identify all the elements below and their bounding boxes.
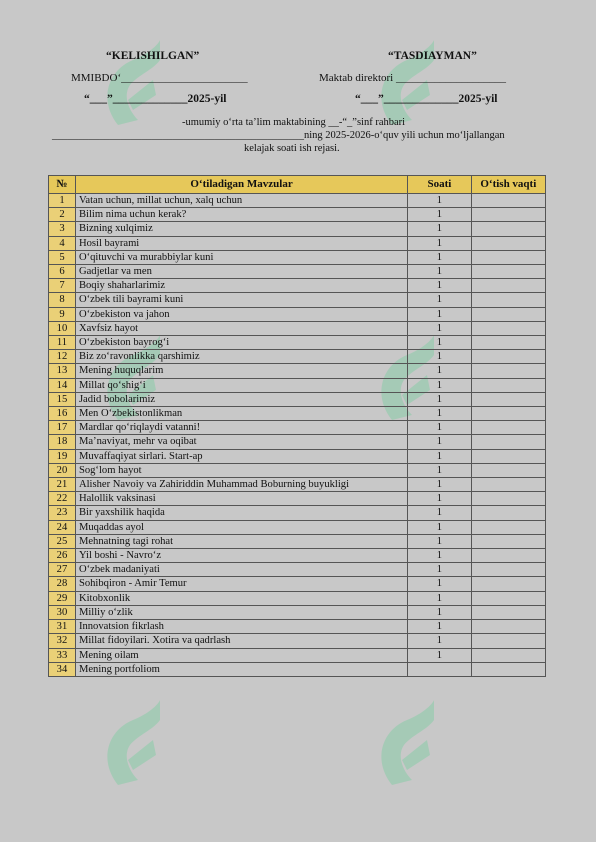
hours-cell: 1 [408,336,471,350]
hours-cell: 1 [408,463,471,477]
date-cell [471,478,545,492]
date-cell [471,492,545,506]
table-row [49,435,546,449]
topic-cell: Halollik vaksinasi [75,492,407,506]
table-row [49,648,546,662]
table-row [49,634,546,648]
topic-cell: O‘zbekiston bayrog‘i [75,336,407,350]
row-number-cell: 32 [49,634,76,648]
hours-cell: 1 [408,605,471,619]
hours-cell: 1 [408,634,471,648]
table-row [49,364,546,378]
plan-title-line: kelajak soati ish rejasi. [244,143,340,154]
topic-cell: Men O‘zbekistonlikman [75,407,407,421]
date-cell [471,620,545,634]
row-number-cell: 20 [49,463,76,477]
row-number-cell: 31 [49,620,76,634]
hours-cell: 1 [408,520,471,534]
hours-cell: 1 [408,250,471,264]
table-row [49,222,546,236]
row-number-cell: 19 [49,449,76,463]
hours-cell: 1 [408,492,471,506]
hours-cell [408,662,471,676]
date-cell [471,407,545,421]
row-number-cell: 25 [49,534,76,548]
topic-cell: Mening oilam [75,648,407,662]
date-cell [471,634,545,648]
column-header-topics: O‘tiladigan Mavzular [75,176,407,194]
row-number-cell: 23 [49,506,76,520]
date-cell [471,222,545,236]
table-row [49,534,546,548]
row-number-cell: 26 [49,549,76,563]
table-row [49,378,546,392]
lesson-plan-table [48,175,546,677]
date-cell [471,208,545,222]
agreed-date-line: “___”_____________2025-yil [84,93,227,105]
hours-cell: 1 [408,321,471,335]
topic-cell: Mehnatning tagi rohat [75,534,407,548]
row-number-cell: 2 [49,208,76,222]
table-row [49,563,546,577]
topic-cell: Mening huquqlarim [75,364,407,378]
table-row [49,407,546,421]
hours-cell: 1 [408,549,471,563]
row-number-cell: 13 [49,364,76,378]
date-cell [471,534,545,548]
table-row [49,321,546,335]
hours-cell: 1 [408,364,471,378]
date-cell [471,378,545,392]
hours-cell: 1 [408,293,471,307]
topic-cell: Sog‘lom hayot [75,463,407,477]
hours-cell: 1 [408,194,471,208]
row-number-cell: 16 [49,407,76,421]
date-cell [471,336,545,350]
hours-cell: 1 [408,449,471,463]
table-row [49,350,546,364]
topic-cell: Boqiy shaharlarimiz [75,279,407,293]
hours-cell: 1 [408,265,471,279]
hours-cell: 1 [408,407,471,421]
row-number-cell: 9 [49,307,76,321]
date-cell [471,506,545,520]
table-row [49,208,546,222]
date-cell [471,435,545,449]
row-number-cell: 4 [49,236,76,250]
table-row [49,293,546,307]
topic-cell: O‘zbekiston va jahon [75,307,407,321]
topic-cell: Xavfsiz hayot [75,321,407,335]
topic-cell: Sohibqiron - Amir Temur [75,577,407,591]
topic-cell: Mening portfoliom [75,662,407,676]
row-number-cell: 18 [49,435,76,449]
row-number-cell: 1 [49,194,76,208]
row-number-cell: 15 [49,392,76,406]
table-row [49,336,546,350]
table-row [49,265,546,279]
date-cell [471,194,545,208]
topic-cell: Millat qo‘shig‘i [75,378,407,392]
hours-cell: 1 [408,222,471,236]
date-cell [471,662,545,676]
topic-cell: Millat fidoyilari. Xotira va qadrlash [75,634,407,648]
deputy-director-line: MMIBDO‘_______________________ [71,72,248,84]
date-cell [471,591,545,605]
hours-cell: 1 [408,577,471,591]
column-header-number: № [49,176,76,194]
hours-cell: 1 [408,648,471,662]
table-row [49,577,546,591]
date-cell [471,549,545,563]
row-number-cell: 11 [49,336,76,350]
date-cell [471,421,545,435]
topic-cell: Kitobxonlik [75,591,407,605]
hours-cell: 1 [408,435,471,449]
table-row [49,506,546,520]
row-number-cell: 12 [49,350,76,364]
row-number-cell: 34 [49,662,76,676]
topic-cell: O‘qituvchi va murabbiylar kuni [75,250,407,264]
table-row [49,250,546,264]
date-cell [471,250,545,264]
table-row [49,605,546,619]
row-number-cell: 24 [49,520,76,534]
table-header-row [49,176,546,194]
date-cell [471,350,545,364]
row-number-cell: 29 [49,591,76,605]
topic-cell: Yil boshi - Navro‘z [75,549,407,563]
table-row [49,449,546,463]
topic-cell: Muqaddas ayol [75,520,407,534]
topic-cell: O‘zbek madaniyati [75,563,407,577]
topic-cell: Hosil bayrami [75,236,407,250]
hours-cell: 1 [408,236,471,250]
hours-cell: 1 [408,279,471,293]
table-row [49,549,546,563]
hours-cell: 1 [408,208,471,222]
row-number-cell: 8 [49,293,76,307]
table-row [49,307,546,321]
school-director-line: Maktab direktori ____________________ [319,72,506,84]
date-cell [471,392,545,406]
topic-cell: Vatan uchun, millat uchun, xalq uchun [75,194,407,208]
date-cell [471,236,545,250]
hours-cell: 1 [408,506,471,520]
table-row [49,279,546,293]
hours-cell: 1 [408,421,471,435]
table-row [49,520,546,534]
topic-cell: Bir yaxshilik haqida [75,506,407,520]
date-cell [471,293,545,307]
school-class-line: -umumiy o‘rta ta’lim maktabining __-“_”sinf rahbari [182,117,406,128]
agreed-title: “KELISHILGAN” [106,50,200,62]
hours-cell: 1 [408,534,471,548]
table-row [49,591,546,605]
table-row [49,421,546,435]
teacher-name-line: ________________________________________________ning 2025-2026-o‘quv yili uchun mo‘ljallangan [52,130,505,141]
date-cell [471,265,545,279]
date-cell [471,648,545,662]
hours-cell: 1 [408,378,471,392]
row-number-cell: 5 [49,250,76,264]
date-cell [471,605,545,619]
table-row [49,463,546,477]
table-row [49,194,546,208]
table-row [49,662,546,676]
hours-cell: 1 [408,620,471,634]
row-number-cell: 28 [49,577,76,591]
date-cell [471,364,545,378]
row-number-cell: 21 [49,478,76,492]
hours-cell: 1 [408,478,471,492]
column-header-date: O‘tish vaqti [471,176,545,194]
topic-cell: Bizning xulqimiz [75,222,407,236]
table-row [49,478,546,492]
table-row [49,620,546,634]
table-row [49,236,546,250]
topic-cell: Bilim nima uchun kerak? [75,208,407,222]
approved-title: “TASDIAYMAN” [388,50,477,62]
topic-cell: Muvaffaqiyat sirlari. Start-ap [75,449,407,463]
date-cell [471,463,545,477]
hours-cell: 1 [408,392,471,406]
row-number-cell: 22 [49,492,76,506]
hours-cell: 1 [408,307,471,321]
row-number-cell: 30 [49,605,76,619]
hours-cell: 1 [408,350,471,364]
topic-cell: Gadjetlar va men [75,265,407,279]
hours-cell: 1 [408,563,471,577]
row-number-cell: 14 [49,378,76,392]
table-row [49,492,546,506]
date-cell [471,563,545,577]
row-number-cell: 27 [49,563,76,577]
topic-cell: Jadid bobolarimiz [75,392,407,406]
column-header-hours: Soati [408,176,471,194]
row-number-cell: 33 [49,648,76,662]
topic-cell: Alisher Navoiy va Zahiriddin Muhammad Boburning buyukligi [75,478,407,492]
topic-cell: Innovatsion fikrlash [75,620,407,634]
table-row [49,392,546,406]
date-cell [471,449,545,463]
row-number-cell: 17 [49,421,76,435]
date-cell [471,279,545,293]
date-cell [471,577,545,591]
topic-cell: Mardlar qo‘riqlaydi vatanni! [75,421,407,435]
row-number-cell: 3 [49,222,76,236]
topic-cell: Biz zo‘ravonlikka qarshimiz [75,350,407,364]
topic-cell: Ma’naviyat, mehr va oqibat [75,435,407,449]
row-number-cell: 7 [49,279,76,293]
approved-date-line: “___”_____________2025-yil [355,93,498,105]
brand-logo-watermark [372,700,442,790]
row-number-cell: 10 [49,321,76,335]
hours-cell: 1 [408,591,471,605]
row-number-cell: 6 [49,265,76,279]
brand-logo-watermark [98,700,168,790]
topic-cell: O‘zbek tili bayrami kuni [75,293,407,307]
date-cell [471,321,545,335]
date-cell [471,520,545,534]
date-cell [471,307,545,321]
topic-cell: Milliy o‘zlik [75,605,407,619]
table-body [49,194,546,677]
